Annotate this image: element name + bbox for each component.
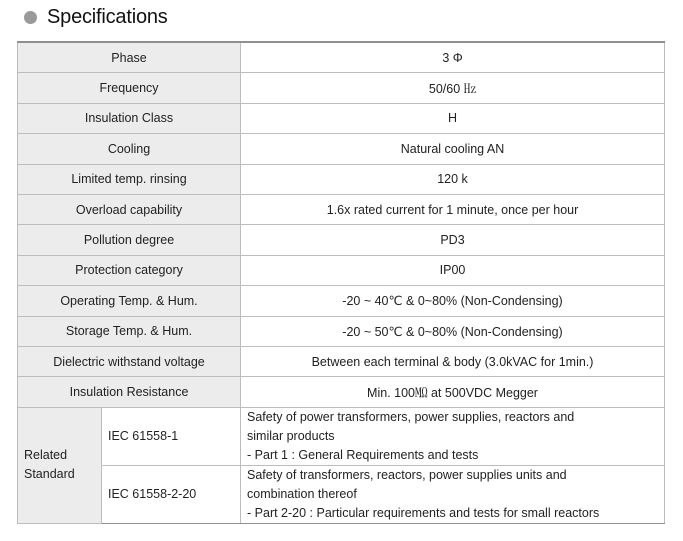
table-row: [18, 103, 665, 133]
spec-value-overload: 1.6x rated current for 1 minute, once per hour: [241, 194, 665, 224]
table-row: [18, 73, 665, 103]
standard-code: IEC 61558-2-20: [102, 465, 241, 523]
table-row: [18, 42, 665, 73]
spec-label-cooling: Cooling: [18, 134, 241, 164]
spec-label-insulation-resistance: Insulation Resistance: [18, 377, 241, 407]
spec-label-protection: Protection category: [18, 255, 241, 285]
table-row: [18, 407, 665, 465]
related-standard-label-line1: Related: [24, 448, 68, 463]
spec-value-insulation-resistance: Min. 100㏁ at 500VDC Megger: [241, 377, 665, 407]
table-row: [18, 225, 665, 255]
spec-value-storage-temp: -20 ~ 50℃ & 0~80% (Non-Condensing): [241, 316, 665, 346]
spec-value-limited-temp: 120 k: [241, 164, 665, 194]
specifications-table: [17, 41, 665, 524]
table-row: [18, 316, 665, 346]
standard-description-line: - Part 1 : General Requirements and tests: [247, 447, 479, 462]
spec-value-frequency: 50/60 ㎐: [241, 73, 665, 103]
spec-label-limited-temp: Limited temp. rinsing: [18, 164, 241, 194]
standard-description-line: combination thereof: [247, 486, 357, 501]
standard-description-line: similar products: [247, 428, 335, 443]
spec-label-dielectric: Dielectric withstand voltage: [18, 346, 241, 376]
table-row: [18, 194, 665, 224]
related-standard-label: [18, 407, 102, 523]
spec-label-storage-temp: Storage Temp. & Hum.: [18, 316, 241, 346]
spec-value-dielectric: Between each terminal & body (3.0kVAC for 1min.): [241, 346, 665, 376]
table-row: [18, 346, 665, 376]
spec-label-phase: Phase: [18, 42, 241, 73]
page-title: Specifications: [47, 5, 168, 28]
spec-value-pollution: PD3: [241, 225, 665, 255]
spec-value-operating-temp: -20 ~ 40℃ & 0~80% (Non-Condensing): [241, 286, 665, 316]
table-row: [18, 465, 665, 523]
spec-value-phase: 3 Φ: [241, 42, 665, 73]
spec-label-overload: Overload capability: [18, 194, 241, 224]
standard-description: [241, 407, 665, 465]
spec-value-insulation-class: H: [241, 103, 665, 133]
section-heading: [24, 4, 168, 30]
spec-label-frequency: Frequency: [18, 73, 241, 103]
circle-bullet-icon: [24, 11, 37, 24]
table-row: [18, 134, 665, 164]
standard-description: [241, 465, 665, 523]
table-row: [18, 164, 665, 194]
standard-description-line: Safety of transformers, reactors, power supplies units and: [247, 467, 567, 482]
related-standard-label-line2: Standard: [24, 467, 75, 482]
spec-value-protection: IP00: [241, 255, 665, 285]
standard-description-line: Safety of power transformers, power supplies, reactors and: [247, 409, 575, 424]
standard-code: IEC 61558-1: [102, 407, 241, 465]
table-row: [18, 286, 665, 316]
standard-description-line: - Part 2-20 : Particular requirements and tests for small reactors: [247, 505, 600, 520]
spec-label-operating-temp: Operating Temp. & Hum.: [18, 286, 241, 316]
spec-label-pollution: Pollution degree: [18, 225, 241, 255]
table-row: [18, 255, 665, 285]
spec-label-insulation-class: Insulation Class: [18, 103, 241, 133]
spec-value-cooling: Natural cooling AN: [241, 134, 665, 164]
table-row: [18, 377, 665, 407]
